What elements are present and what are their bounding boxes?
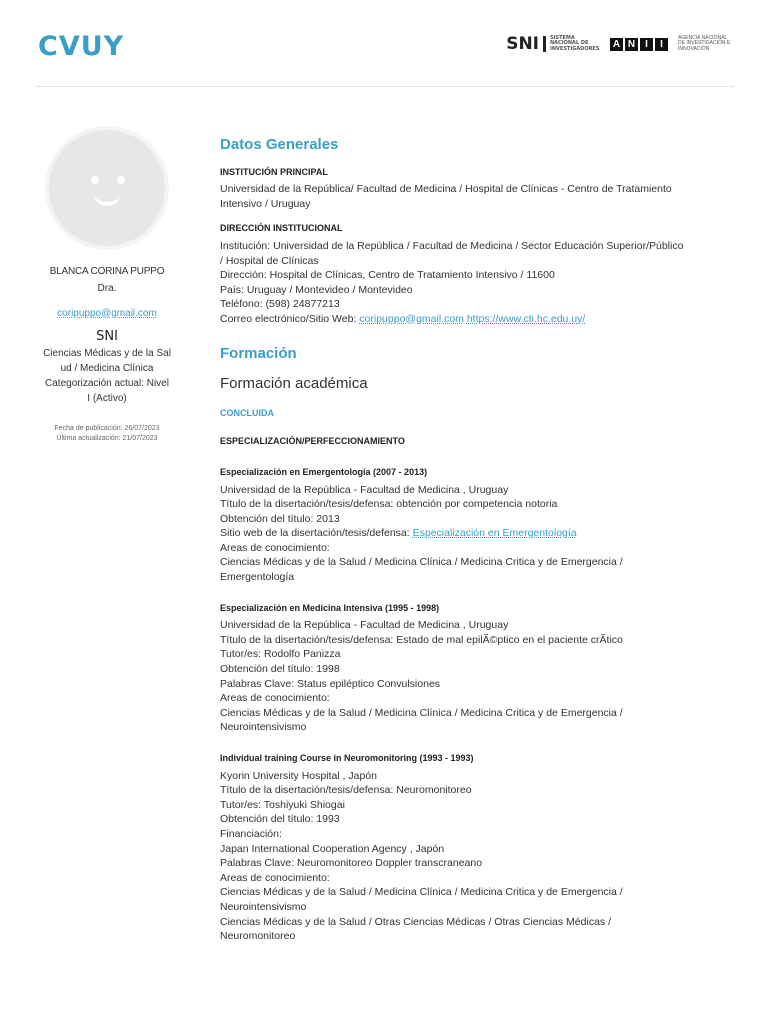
entry-line: Financiación: <box>220 827 282 840</box>
entry-title: Especialización en Medicina Intensiva (1995 - 1998) <box>220 602 440 613</box>
sni-logo-text: SNI <box>506 34 539 54</box>
avatar-mouth-icon <box>93 188 121 206</box>
contact-prefix: Correo electrónico/Sitio Web: <box>220 312 360 325</box>
sni-area-line: ud / Medicina Clínica <box>60 363 154 374</box>
header-logos <box>506 34 734 54</box>
anii-letter: A <box>610 38 623 51</box>
sni-logo <box>506 34 600 54</box>
entry-line: Obtención del título: 1993 <box>220 813 340 826</box>
cvuy-logo: CVUY <box>38 31 125 62</box>
address-line: Institución: Universidad de la República / Facultad de Medicina / Sector Educación Superior/Público <box>220 239 684 252</box>
entry-line <box>220 526 720 541</box>
phone-line: Teléfono: (598) 24877213 <box>220 298 340 311</box>
entry-line: Areas de conocimiento: <box>220 692 330 705</box>
update-date: Última actualización: 21/07/2023 <box>56 435 158 442</box>
address-line: / Hospital de Clínicas <box>220 254 319 267</box>
institution-label: INSTITUCIÓN PRINCIPAL <box>220 166 328 177</box>
status-label: CONCLUIDA <box>220 407 274 418</box>
entry-line: Ciencias Médicas y de la Salud / Otras Ciencias Médicas / Otras Ciencias Médicas / <box>220 915 611 928</box>
entry-title: Individual training Course in Neuromonitoring (1993 - 1993) <box>220 753 474 763</box>
entry-title: Especialización en Emergentología (2007 - 2013) <box>220 466 428 477</box>
entry-line: Kyorin University Hospital , Japón <box>220 769 377 782</box>
sni-category-line: Categorización actual: Nivel <box>45 378 169 389</box>
address-label: DIRECCIÓN INSTITUCIONAL <box>220 223 343 234</box>
entry-line: Areas de conocimiento: <box>220 871 330 884</box>
formation-entry <box>220 465 720 585</box>
entry-line: Obtención del título: 1998 <box>220 663 340 676</box>
entry-line: Palabras Clave: Status epiléptico Convulsiones <box>220 677 441 690</box>
contact-line <box>220 312 720 327</box>
section-heading-datos: Datos Generales <box>220 136 339 153</box>
entry-line: Título de la disertación/tesis/defensa: Neuromonitoreo <box>220 784 472 797</box>
sni-subtitle: SISTEMA NACIONAL DE INVESTIGADORES <box>550 34 600 52</box>
anii-subtitle: AGENCIA NACIONAL DE INVESTIGACIÓN E INNOVACIÓN <box>678 34 731 52</box>
contact-email-link[interactable]: coripuppo@gmail.com <box>359 312 464 325</box>
anii-letter: I <box>640 38 653 51</box>
avatar-eye-icon <box>117 176 125 184</box>
profile-dates <box>36 424 178 444</box>
entry-line: Neuromonitoreo <box>220 930 296 943</box>
entry-line: Ciencias Médicas y de la Salud / Medicina Clínica / Medicina Critica y de Emergencia / <box>220 556 623 569</box>
avatar-smiley-icon <box>45 126 169 250</box>
formation-entry <box>220 751 720 944</box>
profile-title: Dra. <box>97 283 117 294</box>
entry-line: Título de la disertación/tesis/defensa: Estado de mal epilÃ©ptico en el paciente crÃtico <box>220 633 623 646</box>
entry-line: Ciencias Médicas y de la Salud / Medicina Clínica / Medicina Critica y de Emergencia / <box>220 706 623 719</box>
address-line: Dirección: Hospital de Clínicas, Centro de Tratamiento Intensivo / 11600 <box>220 269 555 282</box>
entry-line: Palabras Clave: Neuromonitoreo Doppler transcraneano <box>220 857 483 870</box>
anii-letter: N <box>625 38 638 51</box>
sni-area <box>36 346 178 406</box>
profile-sidebar <box>36 126 178 444</box>
subsection-heading: Formación académica <box>220 375 368 393</box>
entry-line: Tutor/es: Toshiyuki Shiogai <box>220 798 345 811</box>
thesis-web-link[interactable]: Especialización en Emergentología <box>412 527 577 540</box>
sni-category-line: I (Activo) <box>87 393 127 404</box>
sni-mark-icon <box>543 36 546 52</box>
entry-line: Tutor/es: Rodolfo Panizza <box>220 648 341 661</box>
main-content <box>220 138 720 944</box>
entry-line: Areas de conocimiento: <box>220 541 330 554</box>
sni-badge: SNI <box>96 329 118 344</box>
entry-line: Universidad de la República - Facultad de Medicina , Uruguay <box>220 619 509 632</box>
section-heading-formacion: Formación <box>220 344 297 362</box>
formation-entry <box>220 601 720 735</box>
institution-line: Universidad de la República/ Facultad de Medicina / Hospital de Clínicas - Centro de Tratamiento <box>220 183 672 196</box>
entry-line: Emergentología <box>220 571 295 584</box>
entry-line: Neurointensivismo <box>220 900 307 913</box>
profile-email-link[interactable]: coripuppo@gmail.com <box>57 308 157 319</box>
address-line: País: Uruguay / Montevideo / Montevideo <box>220 283 413 296</box>
entry-web-prefix: Sitio web de la disertación/tesis/defensa: <box>220 527 413 540</box>
anii-logo <box>610 38 668 51</box>
entry-line: Universidad de la República - Facultad de Medicina , Uruguay <box>220 483 509 496</box>
entry-line: Título de la disertación/tesis/defensa: obtención por competencia notoria <box>220 498 558 511</box>
publication-date: Fecha de publicación: 26/07/2023 <box>54 425 160 432</box>
contact-web-link[interactable]: https://www.cti.hc.edu.uy/ <box>466 312 586 325</box>
header-divider <box>36 86 734 87</box>
sni-area-line: Ciencias Médicas y de la Sal <box>43 348 171 359</box>
anii-letter: I <box>655 38 668 51</box>
avatar-eye-icon <box>91 176 99 184</box>
entry-line: Neurointensivismo <box>220 721 307 734</box>
institution-line: Intensivo / Uruguay <box>220 197 311 210</box>
entry-line: Obtención del título: 2013 <box>220 512 340 525</box>
category-label: ESPECIALIZACIÓN/PERFECCIONAMIENTO <box>220 436 405 447</box>
profile-name: BLANCA CORINA PUPPO <box>49 266 165 277</box>
entry-line: Japan International Cooperation Agency , Japón <box>220 842 445 855</box>
entry-line: Ciencias Médicas y de la Salud / Medicina Clínica / Medicina Critica y de Emergencia / <box>220 886 623 899</box>
